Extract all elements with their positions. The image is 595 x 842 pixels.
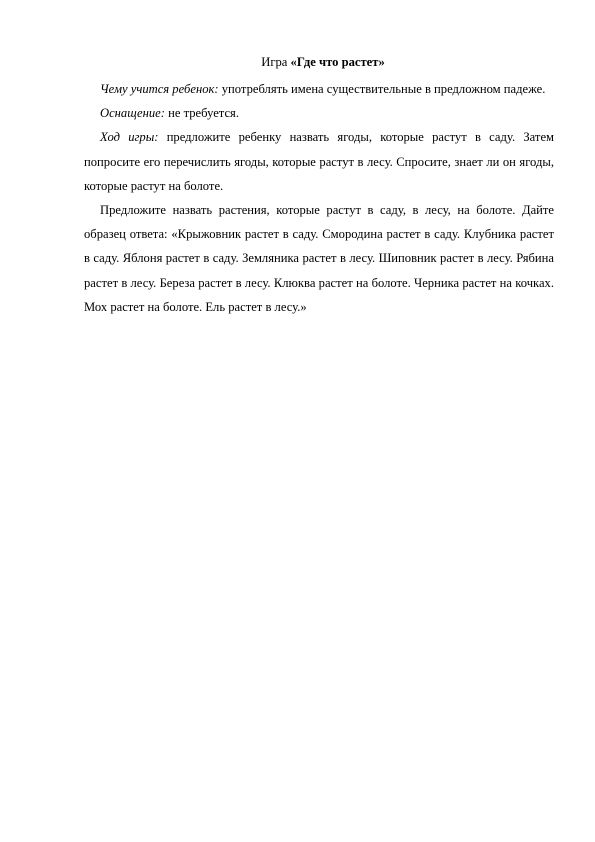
paragraph-equipment-text: не требуется. (164, 106, 239, 121)
paragraph-game-process (84, 125, 554, 198)
title-prefix: Игра (261, 55, 291, 69)
paragraph-sample-answer (84, 198, 554, 319)
paragraph-sample-answer-text: Предложите назвать растения, которые растут в саду, в лесу, на болоте. Дайте образец ответа: «Крыжовник растет в саду. Смородина растет в саду. Клубника растет в саду. Яблоня растет в саду. Земляника растет в лесу. Шиповник растет в лесу. Рябина растет в лесу. Береза растет в лесу. Клюква растет на болоте. Черника растет на кочках. Мох растет на болоте. Ель растет в лесу.» (84, 203, 554, 314)
document-title (84, 54, 554, 70)
document-body (84, 54, 554, 319)
paragraph-goal-lead: Чему учится ребенок: (100, 82, 219, 96)
paragraph-equipment (84, 101, 554, 125)
paragraph-equipment-lead: Оснащение: (100, 106, 165, 121)
paragraph-game-process-text: предложите ребенку назвать ягоды, которые растут в саду. Затем попросите его перечислить ягоды, которые растут в лесу. Спросите, знает ли он ягоды, которые растут на болоте. (84, 130, 554, 193)
paragraph-goal (84, 77, 554, 101)
title-game-name: «Где что растет» (290, 55, 385, 69)
paragraph-goal-text: употреблять имена существительные в предложном падеже. (218, 82, 546, 96)
paragraph-game-process-lead: Ход игры: (100, 130, 159, 145)
